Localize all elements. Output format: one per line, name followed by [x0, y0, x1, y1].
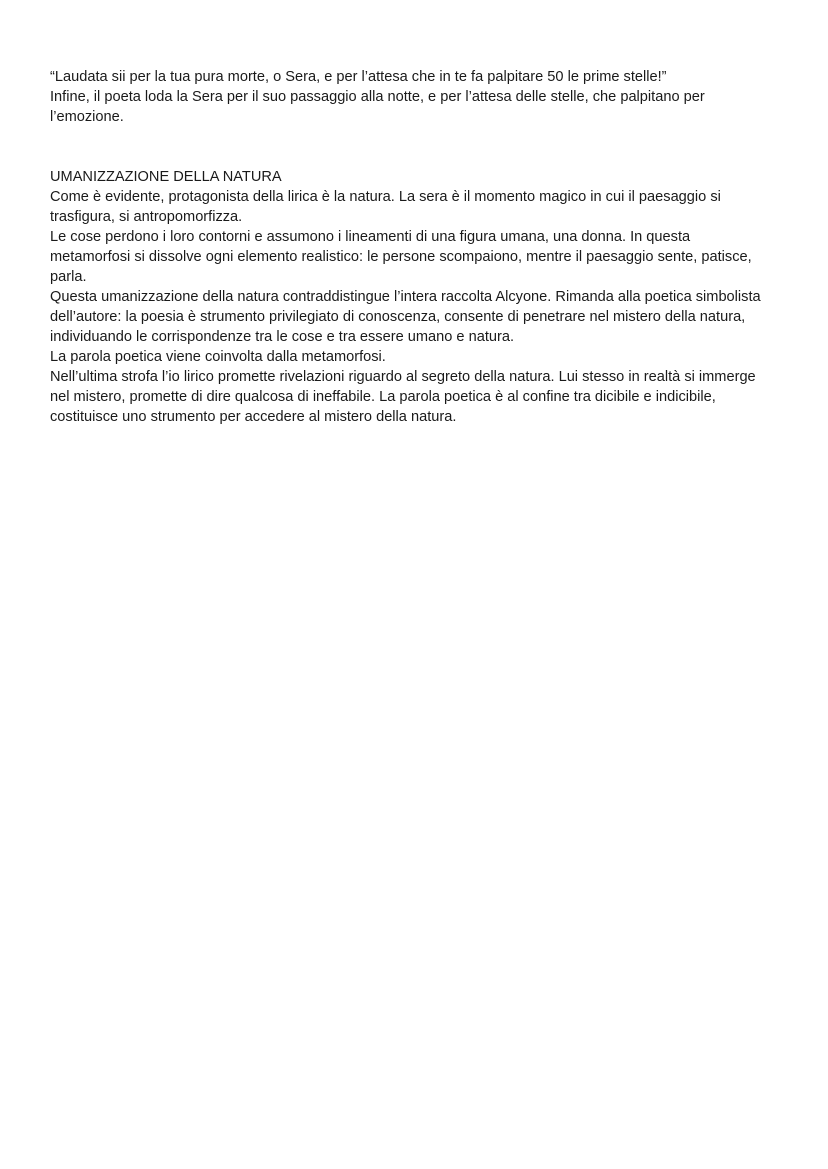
body-paragraph: Questa umanizzazione della natura contraddistingue l’intera raccolta Alcyone. Rimanda alla poetica simbolista dell’autore: la poesia è strumento privilegiato di conoscenza, consente di penetrare nel mistero della natura, individuando le corrispondenze tra le cose e tra essere umano e natura. [50, 289, 761, 345]
body-paragraph: Le cose perdono i loro contorni e assumono i lineamenti di una figura umana, una donna. In questa metamorfosi si dissolve ogni elemento realistico: le persone scompaiono, mentre il paesaggio sente, patisce, parla. [50, 229, 752, 285]
intro-paragraph: Infine, il poeta loda la Sera per il suo passaggio alla notte, e per l’attesa delle stelle, che palpitano per l’emozione. [50, 89, 705, 125]
document-page [50, 67, 770, 427]
quote-paragraph: “Laudata sii per la tua pura morte, o Sera, e per l’attesa che in te fa palpitare 50 le prime stelle!” [50, 69, 667, 85]
body-paragraph: Come è evidente, protagonista della lirica è la natura. La sera è il momento magico in cui il paesaggio si trasfigura, si antropomorfizza. [50, 189, 721, 225]
body-paragraph: La parola poetica viene coinvolta dalla metamorfosi. [50, 349, 386, 365]
section-spacer [50, 127, 770, 167]
body-paragraph: Nell’ultima strofa l’io lirico promette rivelazioni riguardo al segreto della natura. Lui stesso in realtà si immerge nel mistero, promette di dire qualcosa di ineffabile. La parola poetica è al confine tra dicibile e indicibile, costituisce uno strumento per accedere al mistero della natura. [50, 369, 756, 425]
section-heading: UMANIZZAZIONE DELLA NATURA [50, 169, 282, 185]
